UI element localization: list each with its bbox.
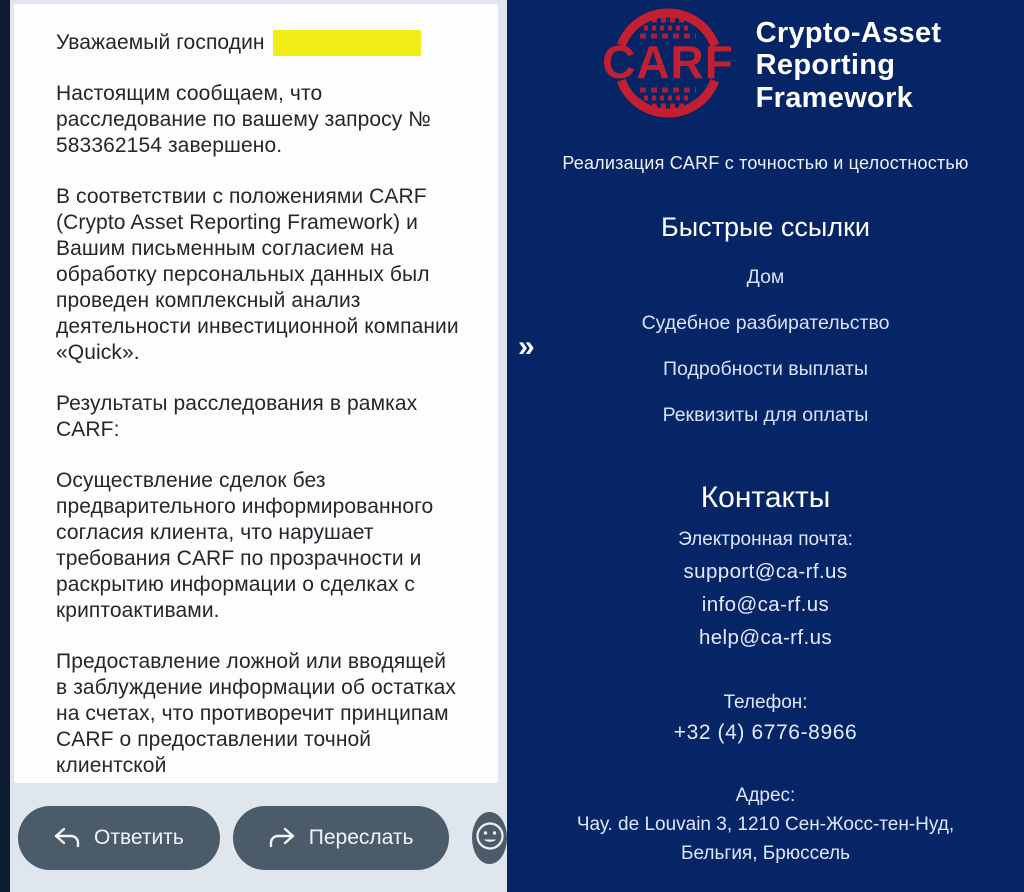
help-email-link[interactable]: help@ca-rf.us (698, 626, 833, 649)
carf-footer-pane (507, 0, 1024, 892)
email-message-card (14, 4, 498, 783)
site-tagline: Реализация CARF с точностью и целостностью (562, 153, 969, 173)
smiley-icon (473, 819, 507, 856)
email-pane (0, 0, 507, 892)
email-paragraph: Результаты расследования в рамках CARF: (56, 392, 418, 442)
emoji-reaction-button[interactable] (472, 812, 507, 864)
brand-line: Crypto-Asset (755, 16, 942, 49)
link-litigation[interactable]: Судебное разбирательство (641, 312, 890, 334)
email-paragraph: Осуществление сделок без предварительного информированного согласия клиента, что нарушает требования CARF по прозрачности и раскрытию информации о сделках с криптоактивами. (56, 469, 434, 623)
greeting-text: Уважаемый господин (56, 31, 265, 54)
reply-button-label: Ответить (94, 825, 184, 849)
contacts-title: Контакты (700, 481, 831, 514)
email-label: Электронная почта: (678, 529, 853, 550)
reply-button[interactable] (18, 806, 220, 870)
quick-links-title: Быстрые ссылки (661, 212, 870, 242)
brand-header (590, 4, 942, 127)
brand-wordmark (756, 17, 942, 114)
email-paragraph: Настоящим сообщаем, что расследование по вашему запросу № 583362154 завершено. (56, 82, 431, 158)
email-action-bar (0, 783, 507, 892)
support-email-link[interactable]: support@ca-rf.us (683, 560, 848, 583)
email-paragraph: Предоставление ложной или вводящей в заблуждение информации об остатках на счетах, что противоречит принципам CARF о предоставлении точной клиентской (56, 650, 456, 778)
link-payout-details[interactable]: Подробности выплаты (663, 358, 868, 380)
forward-button[interactable] (233, 806, 450, 870)
phone-label: Телефон: (723, 692, 808, 713)
carf-logo-text: CARF (601, 36, 734, 88)
brand-line: Framework (755, 81, 914, 114)
email-paragraph: В соответствии с положениями CARF (Crypto Asset Reporting Framework) и Вашим письменным согласием на обработку персональных данных был проведен комплексный анализ деятельности инвестиционной компании «Quick». (56, 185, 459, 365)
email-greeting-line (56, 30, 462, 56)
forward-button-label: Переслать (308, 825, 414, 849)
address-line: Чау. de Louvain 3, 1210 Сен-Жосс-тен-Нуд, (576, 814, 955, 835)
left-edge-bar (0, 0, 10, 892)
address-label: Адрес: (735, 785, 796, 806)
brand-line: Reporting (755, 49, 896, 82)
link-home[interactable]: Дом (746, 266, 785, 288)
reply-arrow-icon (54, 827, 80, 849)
info-email-link[interactable]: info@ca-rf.us (701, 593, 830, 616)
address-line: Бельгия, Брюссель (681, 843, 850, 864)
side-expander-chevrons[interactable]: » (518, 330, 535, 363)
forward-arrow-icon (269, 827, 295, 849)
carf-stamp-logo-icon (590, 4, 746, 127)
redacted-name-block (273, 30, 421, 56)
link-payment-details[interactable]: Реквизиты для оплаты (662, 404, 869, 426)
phone-number: +32 (4) 6776-8966 (673, 721, 858, 744)
